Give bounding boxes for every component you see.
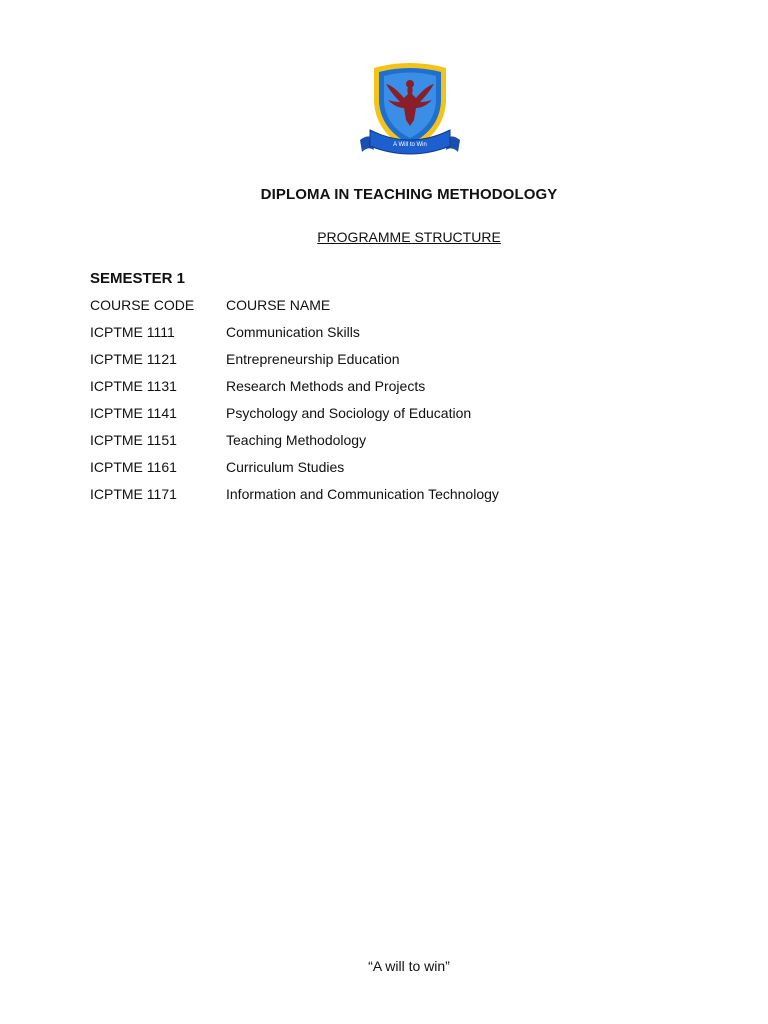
course-code: ICPTME 1161 [90,459,177,475]
course-code: ICPTME 1131 [90,378,177,394]
table-header-row [90,297,610,324]
course-code: ICPTME 1151 [90,432,177,448]
course-code: ICPTME 1111 [90,324,175,340]
table-row [90,459,610,486]
course-code: ICPTME 1121 [90,351,177,367]
course-name: Communication Skills [226,324,360,340]
course-code: ICPTME 1171 [90,486,177,502]
course-table [90,297,610,513]
course-name: Entrepreneurship Education [226,351,400,367]
institution-crest-logo [354,54,466,166]
course-name: Curriculum Studies [226,459,345,475]
course-code: ICPTME 1141 [90,405,177,421]
crest-banner-text: A Will to Win [393,142,427,148]
table-row [90,378,610,405]
table-row [90,432,610,459]
table-row [90,405,610,432]
semester-heading: SEMESTER 1 [90,270,186,287]
table-row [90,324,610,351]
page-subtitle: PROGRAMME STRUCTURE [317,229,501,245]
table-row [90,351,610,378]
eagle-shield-crest-icon [354,54,466,166]
course-name: Research Methods and Projects [226,378,426,394]
course-name: Information and Communication Technology [226,486,499,502]
course-name: Teaching Methodology [226,432,367,448]
page-title: DIPLOMA IN TEACHING METHODOLOGY [260,186,558,203]
table-row [90,486,610,513]
footer-motto: “A will to win” [368,958,450,974]
course-name: Psychology and Sociology of Education [226,405,472,421]
column-header-code: COURSE CODE [90,297,195,313]
column-header-name: COURSE NAME [226,297,331,313]
